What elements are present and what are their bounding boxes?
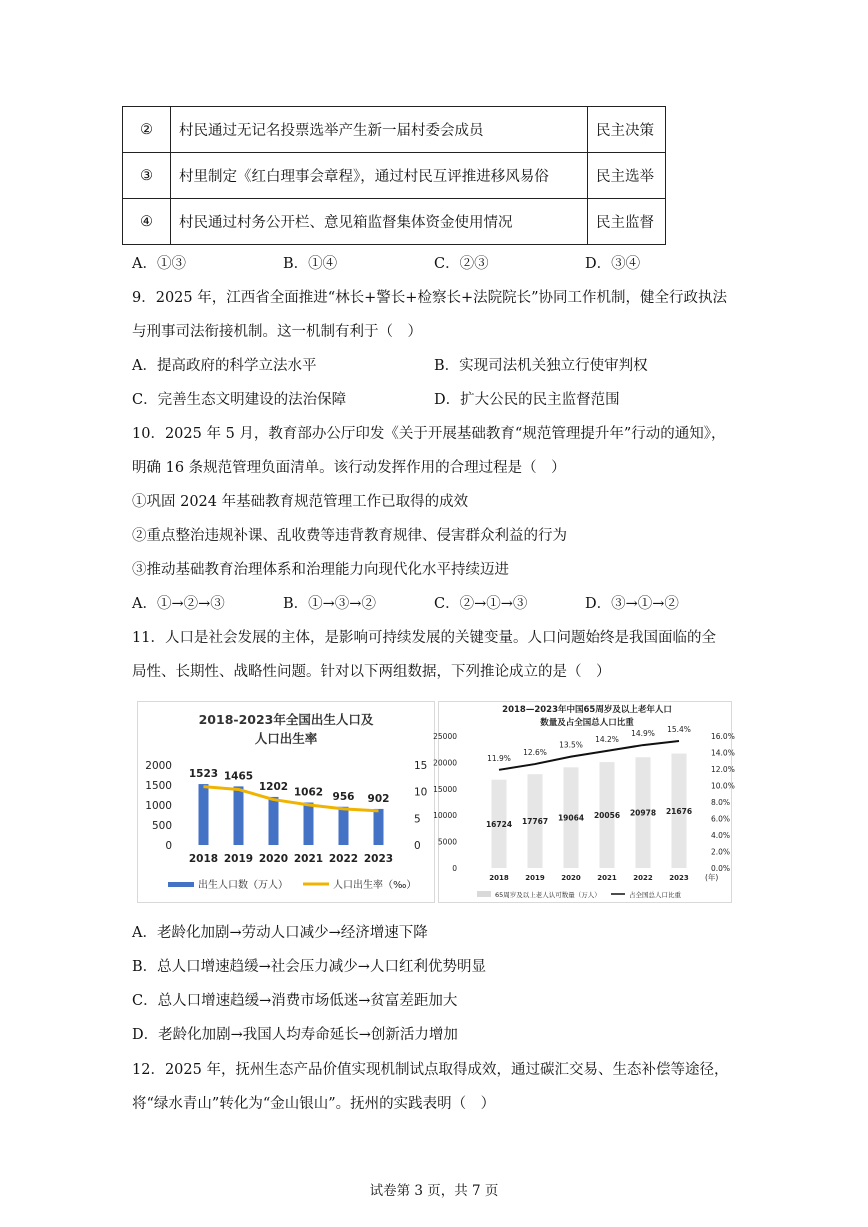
birth-population-chart (137, 701, 435, 903)
y-left-tick-label: 500 (151, 820, 172, 832)
x-tick-label: 2018 (489, 874, 509, 882)
x-tick-label: 2020 (258, 853, 289, 865)
bar (304, 803, 314, 845)
y-right-tick-label: 15 (414, 760, 428, 772)
y-left-tick-label: 20000 (433, 758, 457, 768)
chart-title: 人口出生率 (254, 731, 318, 746)
line-data-label: 15.4% (667, 724, 691, 734)
y-right-tick-label: 16.0% (711, 732, 735, 741)
bar-data-label: 17767 (521, 817, 549, 827)
q11-option-c: C．总人口增速趋缓→消费市场低迷→贫富差距加大 (132, 993, 458, 1009)
q9-stem-line2: 与刑事司法衔接机制。这一机制有利于（ ） (132, 324, 422, 340)
line-data-label: 14.2% (595, 734, 619, 744)
q11-option-a: A．老龄化加剧→劳动人口减少→经济增速下降 (132, 925, 428, 941)
x-tick-label: 2023 (669, 874, 689, 882)
q10-option-b: B．①→③→② (283, 596, 376, 612)
q10-option-c: C．②→①→③ (434, 596, 528, 612)
y-left-tick-label: 15000 (433, 784, 457, 794)
row-number: ④ (123, 199, 171, 245)
line-data-label: 14.9% (631, 729, 655, 739)
legend-swatch-bar (168, 882, 194, 887)
bar (339, 807, 349, 845)
birth-population-chart-svg (138, 702, 434, 902)
y-left-tick-label: 0 (165, 840, 172, 852)
bar-data-label: 956 (332, 790, 355, 803)
row-number: ③ (123, 153, 171, 199)
x-tick-label: 2021 (293, 853, 324, 865)
bar-data-label: 1202 (258, 780, 289, 793)
y-right-tick-label: 4.0% (711, 831, 731, 840)
bar-data-label: 902 (367, 792, 390, 805)
q10-item-1: ①巩固 2024 年基础教育规范管理工作已取得的成效 (132, 494, 469, 510)
q8-option-c: C．②③ (434, 256, 489, 272)
chart-title: 2018—2023年中国65周岁及以上老年人口 (502, 705, 672, 715)
y-left-tick-label: 1500 (145, 780, 172, 792)
x-tick-label: 2022 (633, 874, 653, 882)
x-tick-label: 2019 (525, 874, 545, 882)
bar (199, 784, 209, 845)
q11-stem-line1: 11．人口是社会发展的主体，是影响可持续发展的关键变量。人口问题始终是我国面临的全 (132, 630, 716, 646)
chart-title: 数量及占全国总人口比重 (540, 718, 634, 728)
y-right-tick-label: 10 (414, 786, 428, 799)
row-tag: 民主决策 (588, 107, 666, 153)
y-left-tick-label: 10000 (433, 811, 457, 821)
q8-option-d: D．③④ (585, 256, 641, 272)
table-row (123, 199, 666, 245)
y-right-tick-label: 6.0% (711, 814, 731, 824)
chart-title: 2018-2023年全国出生人口及 (198, 712, 374, 727)
y-right-tick-label: 2.0% (711, 847, 731, 857)
bar-data-label: 1062 (293, 786, 324, 799)
bar-data-label: 16724 (485, 819, 513, 829)
q9-option-b: B．实现司法机关独立行使审判权 (434, 358, 648, 374)
q9-option-d: D．扩大公民的民主监督范围 (434, 392, 620, 408)
q10-item-2: ②重点整治违规补课、乱收费等违背教育规律、侵害群众利益的行为 (132, 528, 567, 544)
q10-stem-line1: 10．2025 年 5 月，教育部办公厅印发《关于开展基础教育“规范管理提升年”行动的通知》， (132, 426, 726, 442)
bar-data-label: 20056 (593, 811, 621, 821)
y-left-tick-label: 5000 (437, 837, 457, 847)
x-tick-label: 2020 (561, 874, 581, 882)
legend-label: 占全国总人口比重 (629, 891, 681, 899)
q10-option-a: A．①→②→③ (132, 596, 225, 612)
elderly-population-chart (433, 701, 735, 903)
q9-option-a: A．提高政府的科学立法水平 (132, 358, 317, 374)
bar (374, 809, 384, 845)
table-row (123, 107, 666, 153)
row-tag: 民主监督 (588, 199, 666, 245)
y-right-tick-label: 0.0% (711, 864, 731, 873)
row-description: 村里制定《红白理事会章程》，通过村民互评推进移风易俗 (171, 153, 588, 199)
x-axis-unit: (年) (705, 873, 719, 882)
bar-data-label: 1523 (188, 768, 219, 781)
y-right-tick-label: 0 (414, 840, 421, 852)
q10-item-3: ③推动基础教育治理体系和治理能力向现代化水平持续迈进 (132, 562, 509, 578)
bar-data-label: 21676 (665, 806, 693, 816)
line-data-label: 11.9% (487, 753, 511, 763)
q9-option-c: C．完善生态文明建设的法治保障 (132, 392, 347, 408)
q11-stem-line2: 局性、长期性、战略性问题。针对以下两组数据，下列推论成立的是（ ） (132, 664, 611, 680)
q12-stem-line1: 12．2025 年，抚州生态产品价值实现机制试点取得成效，通过碳汇交易、生态补偿等途径， (132, 1062, 729, 1078)
line-data-label: 12.6% (523, 748, 547, 758)
q9-stem-line1: 9．2025 年，江西省全面推进“林长+警长+检察长+法院院长”协同工作机制，健全行政执法 (132, 290, 728, 306)
legend-swatch-bar (477, 891, 491, 897)
table-row (123, 153, 666, 199)
row-number: ② (123, 107, 171, 153)
bar-data-label: 20978 (629, 808, 657, 818)
y-left-tick-label: 1000 (145, 800, 172, 812)
legend-label: 人口出生率（‰） (333, 880, 417, 891)
x-tick-label: 2021 (597, 874, 617, 882)
y-right-tick-label: 12.0% (711, 765, 735, 774)
bar-data-label: 1465 (223, 770, 254, 783)
bar (269, 797, 279, 845)
q11-option-d: D．老龄化加剧→我国人均寿命延长→创新活力增加 (132, 1027, 458, 1043)
q11-option-b: B．总人口增速趋缓→社会压力减少→人口红利优势明显 (132, 959, 486, 975)
y-left-tick-label: 25000 (433, 732, 457, 741)
q10-stem-line2: 明确 16 条规范管理负面清单。该行动发挥作用的合理过程是（ ） (132, 460, 566, 476)
bar (234, 786, 244, 845)
row-description: 村民通过村务公开栏、意见箱监督集体资金使用情况 (171, 199, 588, 245)
y-left-tick-label: 0 (452, 864, 457, 873)
y-right-tick-label: 5 (414, 813, 421, 826)
page-footer: 试卷第 3 页，共 7 页 (369, 1183, 499, 1199)
q10-option-d: D．③→①→② (585, 596, 679, 612)
elderly-population-chart-svg (433, 702, 735, 902)
q8-option-a: A．①③ (132, 256, 186, 272)
q8-option-b: B．①④ (283, 256, 338, 272)
row-tag: 民主选举 (588, 153, 666, 199)
y-left-tick-label: 2000 (145, 760, 172, 772)
y-right-tick-label: 10.0% (711, 781, 735, 791)
y-right-tick-label: 14.0% (711, 748, 735, 758)
x-tick-label: 2019 (223, 853, 254, 865)
line-data-label: 13.5% (559, 740, 583, 750)
x-tick-label: 2022 (328, 853, 359, 865)
x-tick-label: 2023 (363, 853, 394, 865)
legend-label: 出生人口数（万人） (198, 880, 288, 891)
q12-stem-line2: 将“绿水青山”转化为“金山银山”。抚州的实践表明（ ） (132, 1096, 496, 1112)
bar-data-label: 19064 (557, 813, 585, 823)
x-tick-label: 2018 (188, 853, 219, 865)
options-table (122, 106, 666, 245)
y-right-tick-label: 8.0% (711, 798, 731, 807)
row-description: 村民通过无记名投票选举产生新一届村委会成员 (171, 107, 588, 153)
legend-label: 65周岁及以上老人认可数量（万人） (495, 891, 601, 899)
